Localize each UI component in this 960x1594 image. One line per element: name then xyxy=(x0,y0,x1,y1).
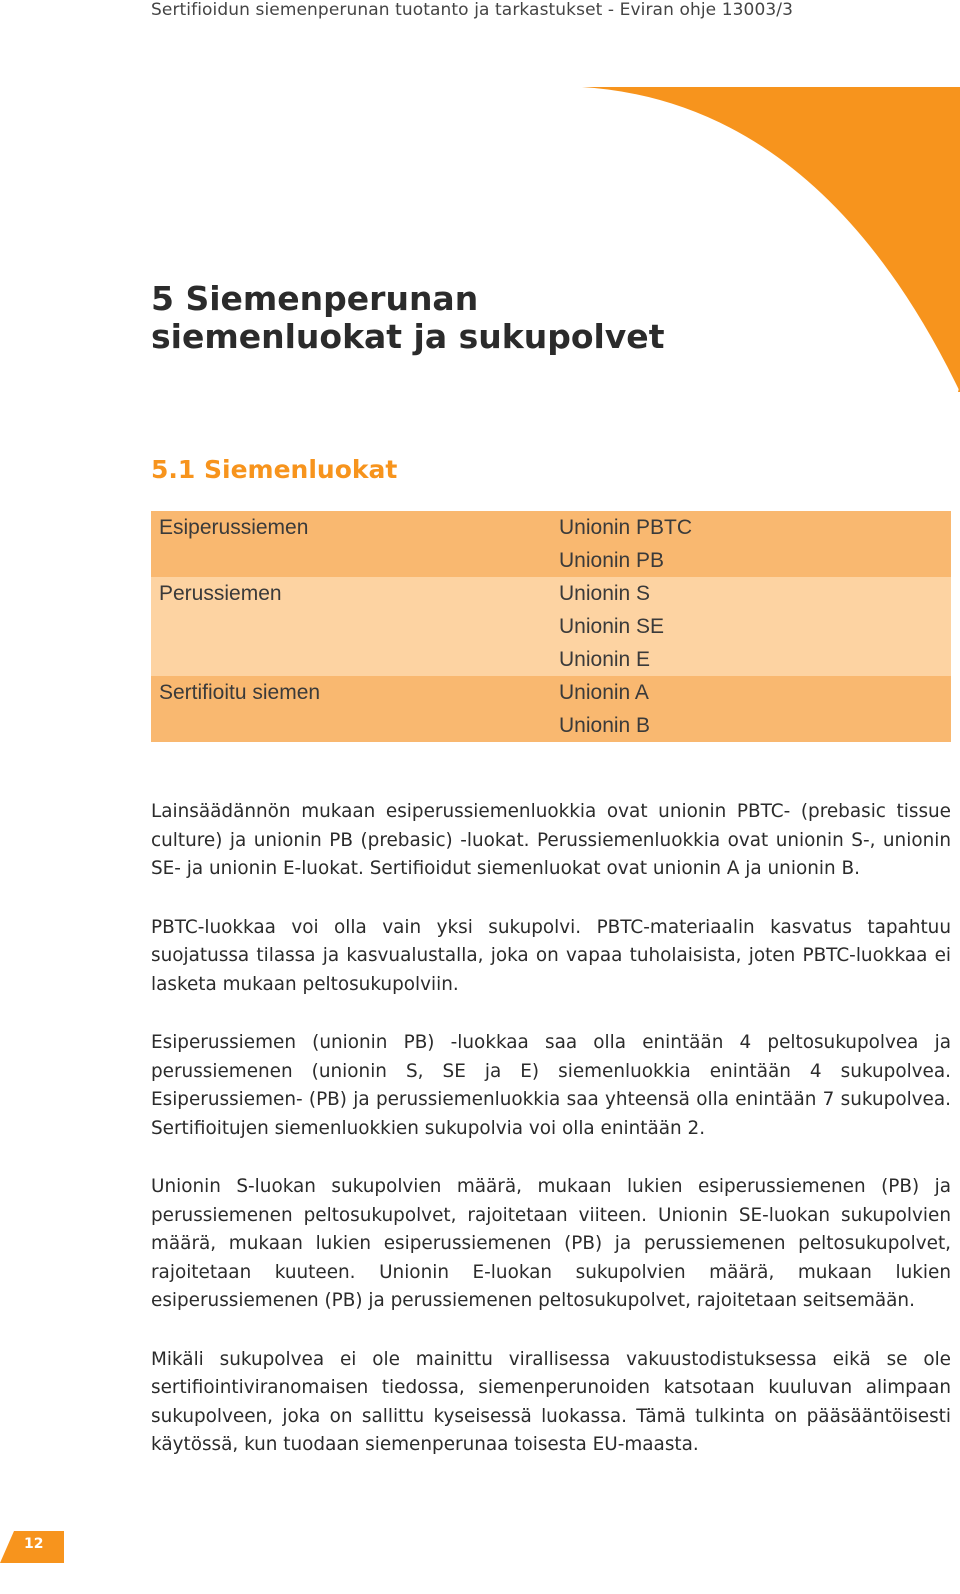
body-text xyxy=(151,798,951,1490)
class-name-cell: Unionin S xyxy=(559,577,951,610)
class-name-cell: Unionin B xyxy=(559,709,951,742)
table-row xyxy=(151,577,951,610)
paragraph: Mikäli sukupolvea ei ole mainittu virallisessa vakuustodistuksessa eikä se ole sertifiointiviranomaisen tiedossa, siemenperunoiden katsotaan kuuluvan alimpaan sukupolveen, joka on sallittu kyseisessä luokassa. Tämä tulkinta on pääsääntöisesti käytössä, kun tuodaan siemenperunaa toisesta EU-maasta. xyxy=(151,1348,951,1455)
paragraph: Unionin S-luokan sukupolvien määrä, mukaan lukien esiperussiemenen (PB) ja perussiemenen peltosukupolvet, rajoitetaan viiteen. Unionin SE-luokan sukupolvien määrä, mukaan lukien esiperussiemenen (PB) ja perussiemenen peltosukupolvet, rajoitetaan kuuteen. Unionin E-luokan sukupolvien määrä, mukaan lukien esiperussiemenen (PB) ja perussiemenen peltosukupolvet, rajoitetaan seitsemään. xyxy=(151,1176,951,1311)
class-name-cell: Unionin PBTC xyxy=(559,511,951,544)
class-group-cell: Perussiemen xyxy=(151,577,559,610)
chapter-title-line1: 5 Siemenperunan xyxy=(151,279,479,318)
chapter-title xyxy=(151,280,664,356)
chapter-title-line2: siemenluokat ja sukupolvet xyxy=(151,317,665,356)
table-row xyxy=(151,544,951,577)
paragraph: Esiperussiemen (unionin PB) -luokkaa saa olla enintään 4 peltosukupolvea ja perussiemenen (unionin S, SE ja E) siemenluokkia enintään 4 sukupolvea. Esiperussiemen- (PB) ja perussiemenluokkia saa yhteensä olla enintään 7 sukupolvea. Sertifioitujen siemenluokkien sukupolvia voi olla enintään 2. xyxy=(151,1032,951,1139)
class-name-cell: Unionin E xyxy=(559,643,951,676)
paragraph: Lainsäädännön mukaan esiperussiemenluokkia ovat unionin PBTC- (prebasic tissue culture) ja unionin PB (prebasic) -luokat. Perussiemenluokkia ovat unionin S-, unionin SE- ja unionin E-luokat. Sertifioidut siemenluokat ovat unionin A ja unionin B. xyxy=(151,801,951,879)
class-name-cell: Unionin A xyxy=(559,676,951,709)
seed-classes-table xyxy=(151,511,951,742)
class-group-cell xyxy=(151,643,559,676)
page-number: 12 xyxy=(24,1536,44,1552)
table-row xyxy=(151,643,951,676)
table-row xyxy=(151,709,951,742)
class-group-cell xyxy=(151,610,559,643)
class-name-cell: Unionin PB xyxy=(559,544,951,577)
class-group-cell: Esiperussiemen xyxy=(151,511,559,544)
table-row xyxy=(151,610,951,643)
class-group-cell xyxy=(151,709,559,742)
section-title: 5.1 Siemenluokat xyxy=(151,455,398,484)
running-header: Sertifioidun siemenperunan tuotanto ja tarkastukset - Eviran ohje 13003/3 xyxy=(151,0,794,20)
table-row xyxy=(151,676,951,709)
class-name-cell: Unionin SE xyxy=(559,610,951,643)
class-group-cell xyxy=(151,544,559,577)
class-group-cell: Sertifioitu siemen xyxy=(151,676,559,709)
paragraph: PBTC-luokkaa voi olla vain yksi sukupolvi. PBTC-materiaalin kasvatus tapahtuu suojatussa tilassa ja kasvualustalla, joka on vapaa tuholaisista, joten PBTC-luokkaa ei lasketa mukaan peltosukupolviin. xyxy=(151,916,951,995)
table-row xyxy=(151,511,951,544)
